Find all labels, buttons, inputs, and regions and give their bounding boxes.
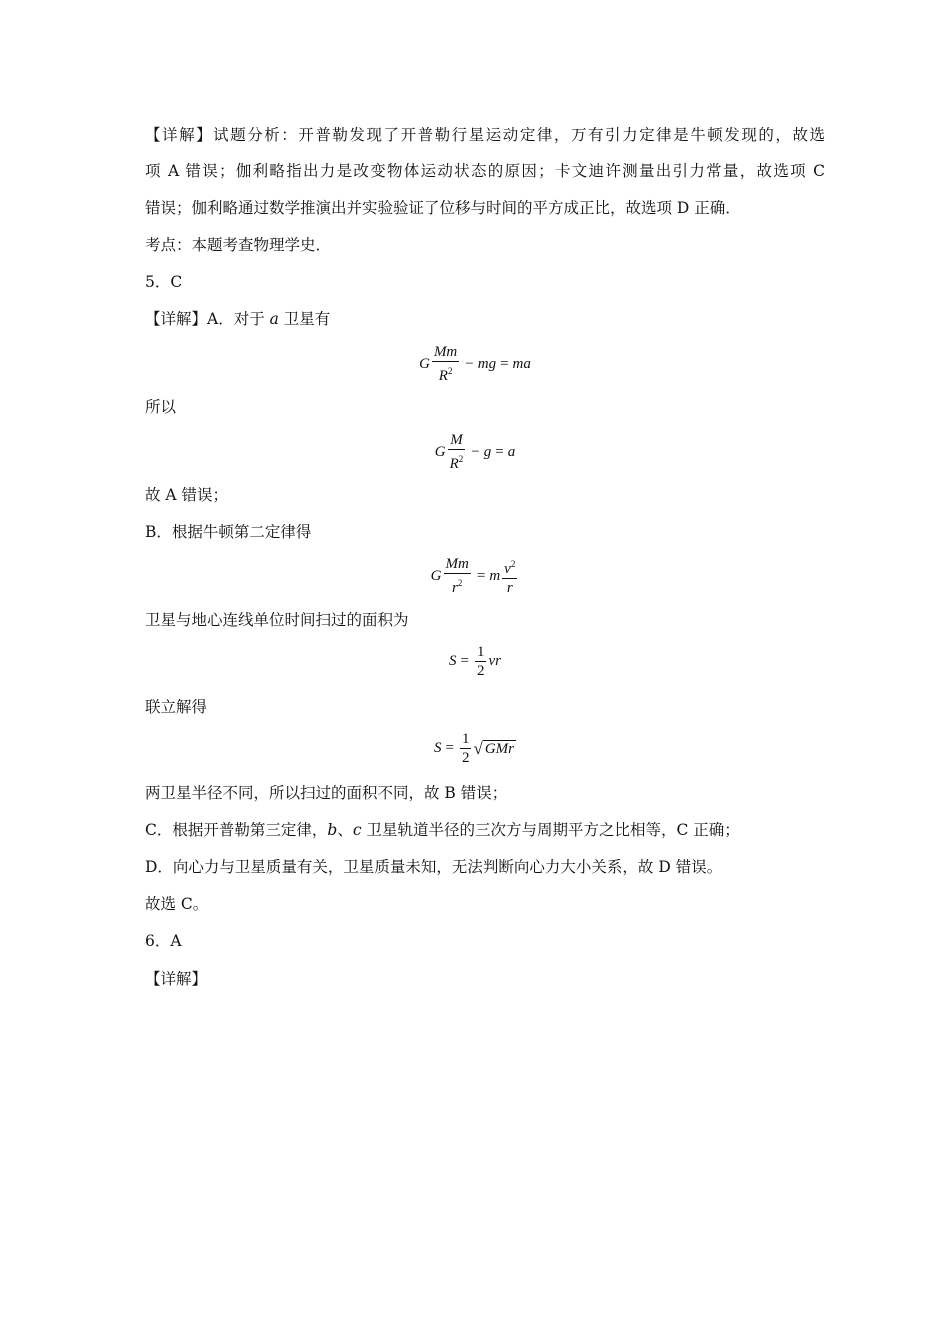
math-term: ma — [512, 355, 531, 372]
equation — [0, 731, 950, 766]
operator: − — [471, 443, 480, 460]
denominator — [437, 362, 455, 384]
text-run: 、 — [337, 821, 353, 839]
fraction — [448, 432, 466, 472]
denominator: r — [506, 580, 513, 596]
operator: − — [465, 355, 474, 372]
numerator: Mm — [445, 556, 469, 572]
paragraph-line — [145, 819, 825, 841]
math-symbol: G — [419, 355, 430, 372]
text-run: C．根据开普勒第三定律， — [145, 821, 328, 839]
equation — [0, 556, 950, 596]
math-symbol: G — [430, 567, 442, 584]
math-term: a — [507, 443, 516, 460]
paragraph-line: 所以 — [145, 398, 177, 416]
operator: = — [445, 740, 454, 756]
math-symbol: S — [449, 653, 457, 669]
math-term: mg — [477, 355, 497, 372]
numerator: 1 — [461, 731, 470, 747]
paragraph-line: 【详解】试题分析：开普勒发现了开普勒行星运动定律，万有引力定律是牛顿发现的，故选 — [145, 126, 825, 144]
exponent: 2 — [457, 578, 463, 588]
paragraph-line: D．向心力与卫星质量有关，卫星质量未知，无法判断向心力大小关系，故 D 错误。 — [145, 858, 723, 876]
equation — [0, 344, 950, 384]
paragraph-line: 卫星与地心连线单位时间扫过的面积为 — [145, 611, 409, 629]
paragraph-line: 项 A 错误；伽利略指出力是改变物体运动状态的原因；卡文迪许测量出引力常量，故选项 C — [145, 162, 825, 180]
math-term: g — [483, 443, 492, 460]
math-symbol: G — [434, 443, 446, 460]
radicand: GMr — [484, 740, 514, 757]
answer-heading: 6．A — [145, 932, 182, 950]
exponent: 2 — [458, 454, 464, 464]
variable: a — [269, 310, 279, 328]
math-symbol: R — [449, 456, 459, 472]
paragraph-line: 故选 C。 — [145, 895, 209, 913]
variable: c — [352, 821, 362, 839]
paragraph-line: B．根据牛顿第二定律得 — [145, 523, 312, 541]
math-term: vr — [488, 653, 501, 669]
denominator: 2 — [461, 750, 470, 766]
operator: = — [476, 567, 486, 584]
numerator: M — [450, 432, 463, 448]
operator: = — [495, 443, 504, 460]
math-symbol: r — [452, 580, 458, 596]
square-root — [473, 740, 516, 758]
fraction — [460, 731, 472, 766]
denominator: 2 — [476, 663, 485, 679]
fraction — [432, 344, 459, 384]
exponent: 2 — [447, 366, 453, 376]
math-symbol: S — [434, 740, 442, 756]
answer-heading: 5．C — [145, 273, 183, 291]
variable: b — [327, 821, 338, 839]
paragraph-line: 【详解】 — [145, 970, 208, 988]
radical-sign: √ — [473, 738, 483, 758]
operator: = — [500, 355, 509, 372]
exponent: 2 — [510, 559, 516, 569]
math-symbol: R — [438, 368, 448, 384]
equation — [0, 432, 950, 472]
numerator: Mm — [433, 344, 458, 360]
fraction — [502, 556, 517, 596]
numerator — [502, 556, 517, 579]
text-run: 【详解】A．对于 — [145, 310, 270, 328]
denominator — [450, 574, 464, 596]
denominator — [448, 450, 466, 472]
paragraph-line: 联立解得 — [145, 698, 208, 716]
paragraph-line: 两卫星半径不同，所以扫过的面积不同，故 B 错误； — [145, 784, 508, 802]
paragraph-line: 错误；伽利略通过数学推演出并实验验证了位移与时间的平方成正比，故选项 D 正确． — [145, 199, 741, 217]
fraction — [475, 644, 487, 679]
paragraph-line — [145, 308, 825, 330]
text-run: 卫星轨道半径的三次方与周期平方之比相等，C 正确； — [361, 821, 740, 839]
operator: = — [460, 653, 469, 669]
fraction — [444, 556, 471, 596]
text-run: 卫星有 — [278, 310, 331, 328]
math-symbol: m — [489, 567, 501, 584]
math-symbol: v — [504, 561, 511, 577]
paragraph-line: 考点：本题考查物理学史． — [145, 236, 332, 254]
numerator: 1 — [476, 644, 485, 660]
equation — [0, 644, 950, 679]
paragraph-line: 故 A 错误； — [145, 486, 229, 504]
